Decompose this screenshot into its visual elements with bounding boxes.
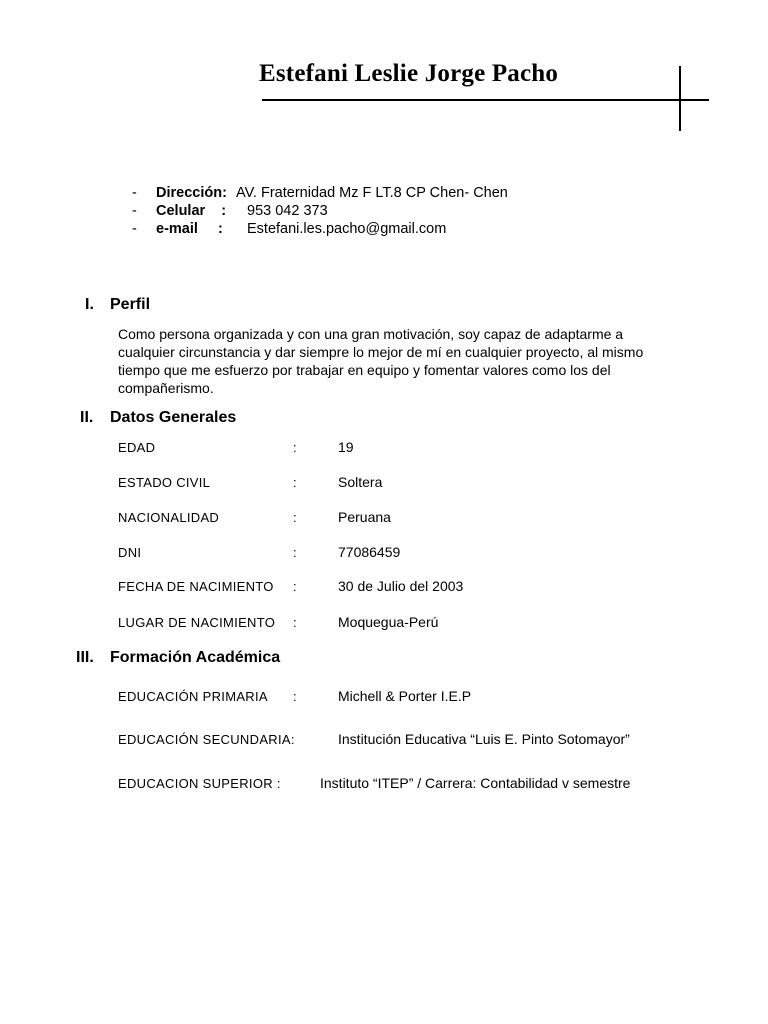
datos-label: DNI [118,545,142,560]
datos-value-estado-civil: Soltera [338,474,383,490]
contact-value-phone: 953 042 373 [247,203,328,219]
bullet-dash: - [132,185,137,201]
formacion-value-primaria: Michell & Porter I.E.P [338,688,472,704]
bullet-dash: - [132,203,137,219]
contact-label: Celular : [156,203,227,219]
formacion-label: EDUCACIÓN SECUNDARIA: [118,732,295,747]
perfil-line: tiempo que me esfuerzo por trabajar en equipo y fomentar valores como los del [118,362,611,378]
formacion-value-secundaria: Institución Educativa “Luis E. Pinto Sotomayor” [338,731,630,747]
datos-label: EDAD [118,440,156,455]
datos-colon: : [293,615,297,630]
datos-value-dni: 77086459 [338,544,401,560]
formacion-colon: : [293,689,297,704]
datos-label: LUGAR DE NACIMIENTO [118,615,276,630]
datos-value-lugar-nacimiento: Moquegua-Perú [338,614,439,630]
datos-label: NACIONALIDAD [118,510,220,525]
section-title-datos-generales: Datos Generales [110,409,237,426]
datos-colon: : [293,440,297,455]
header-horizontal-rule [262,99,709,101]
datos-label: ESTADO CIVIL [118,475,211,490]
formacion-label: EDUCACIÓN PRIMARIA [118,689,268,704]
formacion-label: EDUCACION SUPERIOR : [118,776,281,791]
datos-colon: : [293,510,297,525]
section-number: III. [76,649,94,666]
section-title-formacion-academica: Formación Académica [110,649,281,666]
contact-value-address: AV. Fraternidad Mz F LT.8 CP Chen- Chen [236,185,508,201]
contact-label: Dirección: [156,185,227,201]
contact-label: e-mail : [156,221,223,237]
datos-value-nacionalidad: Peruana [338,509,391,525]
datos-colon: : [293,475,297,490]
section-number: II. [80,409,94,426]
perfil-line: Como persona organizada y con una gran motivación, soy capaz de adaptarme a [118,326,624,342]
section-number: I. [85,296,94,313]
bullet-dash: - [132,221,137,237]
section-title-perfil: Perfil [110,296,151,313]
datos-label: FECHA DE NACIMIENTO [118,579,274,594]
header-vertical-rule [679,66,681,131]
resume-name: Estefani Leslie Jorge Pacho [259,60,559,87]
datos-colon: : [293,545,297,560]
formacion-value-superior: Instituto “ITEP” / Carrera: Contabilidad v semestre [320,775,631,791]
datos-value-edad: 19 [338,439,354,455]
perfil-line: compañerismo. [118,380,214,396]
contact-value-email[interactable]: Estefani.les.pacho@gmail.com [247,221,447,237]
datos-colon: : [293,579,297,594]
perfil-line: cualquier circunstancia y dar siempre lo mejor de mí en cualquier proyecto, al mismo [118,344,644,360]
datos-value-fecha-nacimiento: 30 de Julio del 2003 [338,578,464,594]
perfil-paragraph [118,325,708,397]
